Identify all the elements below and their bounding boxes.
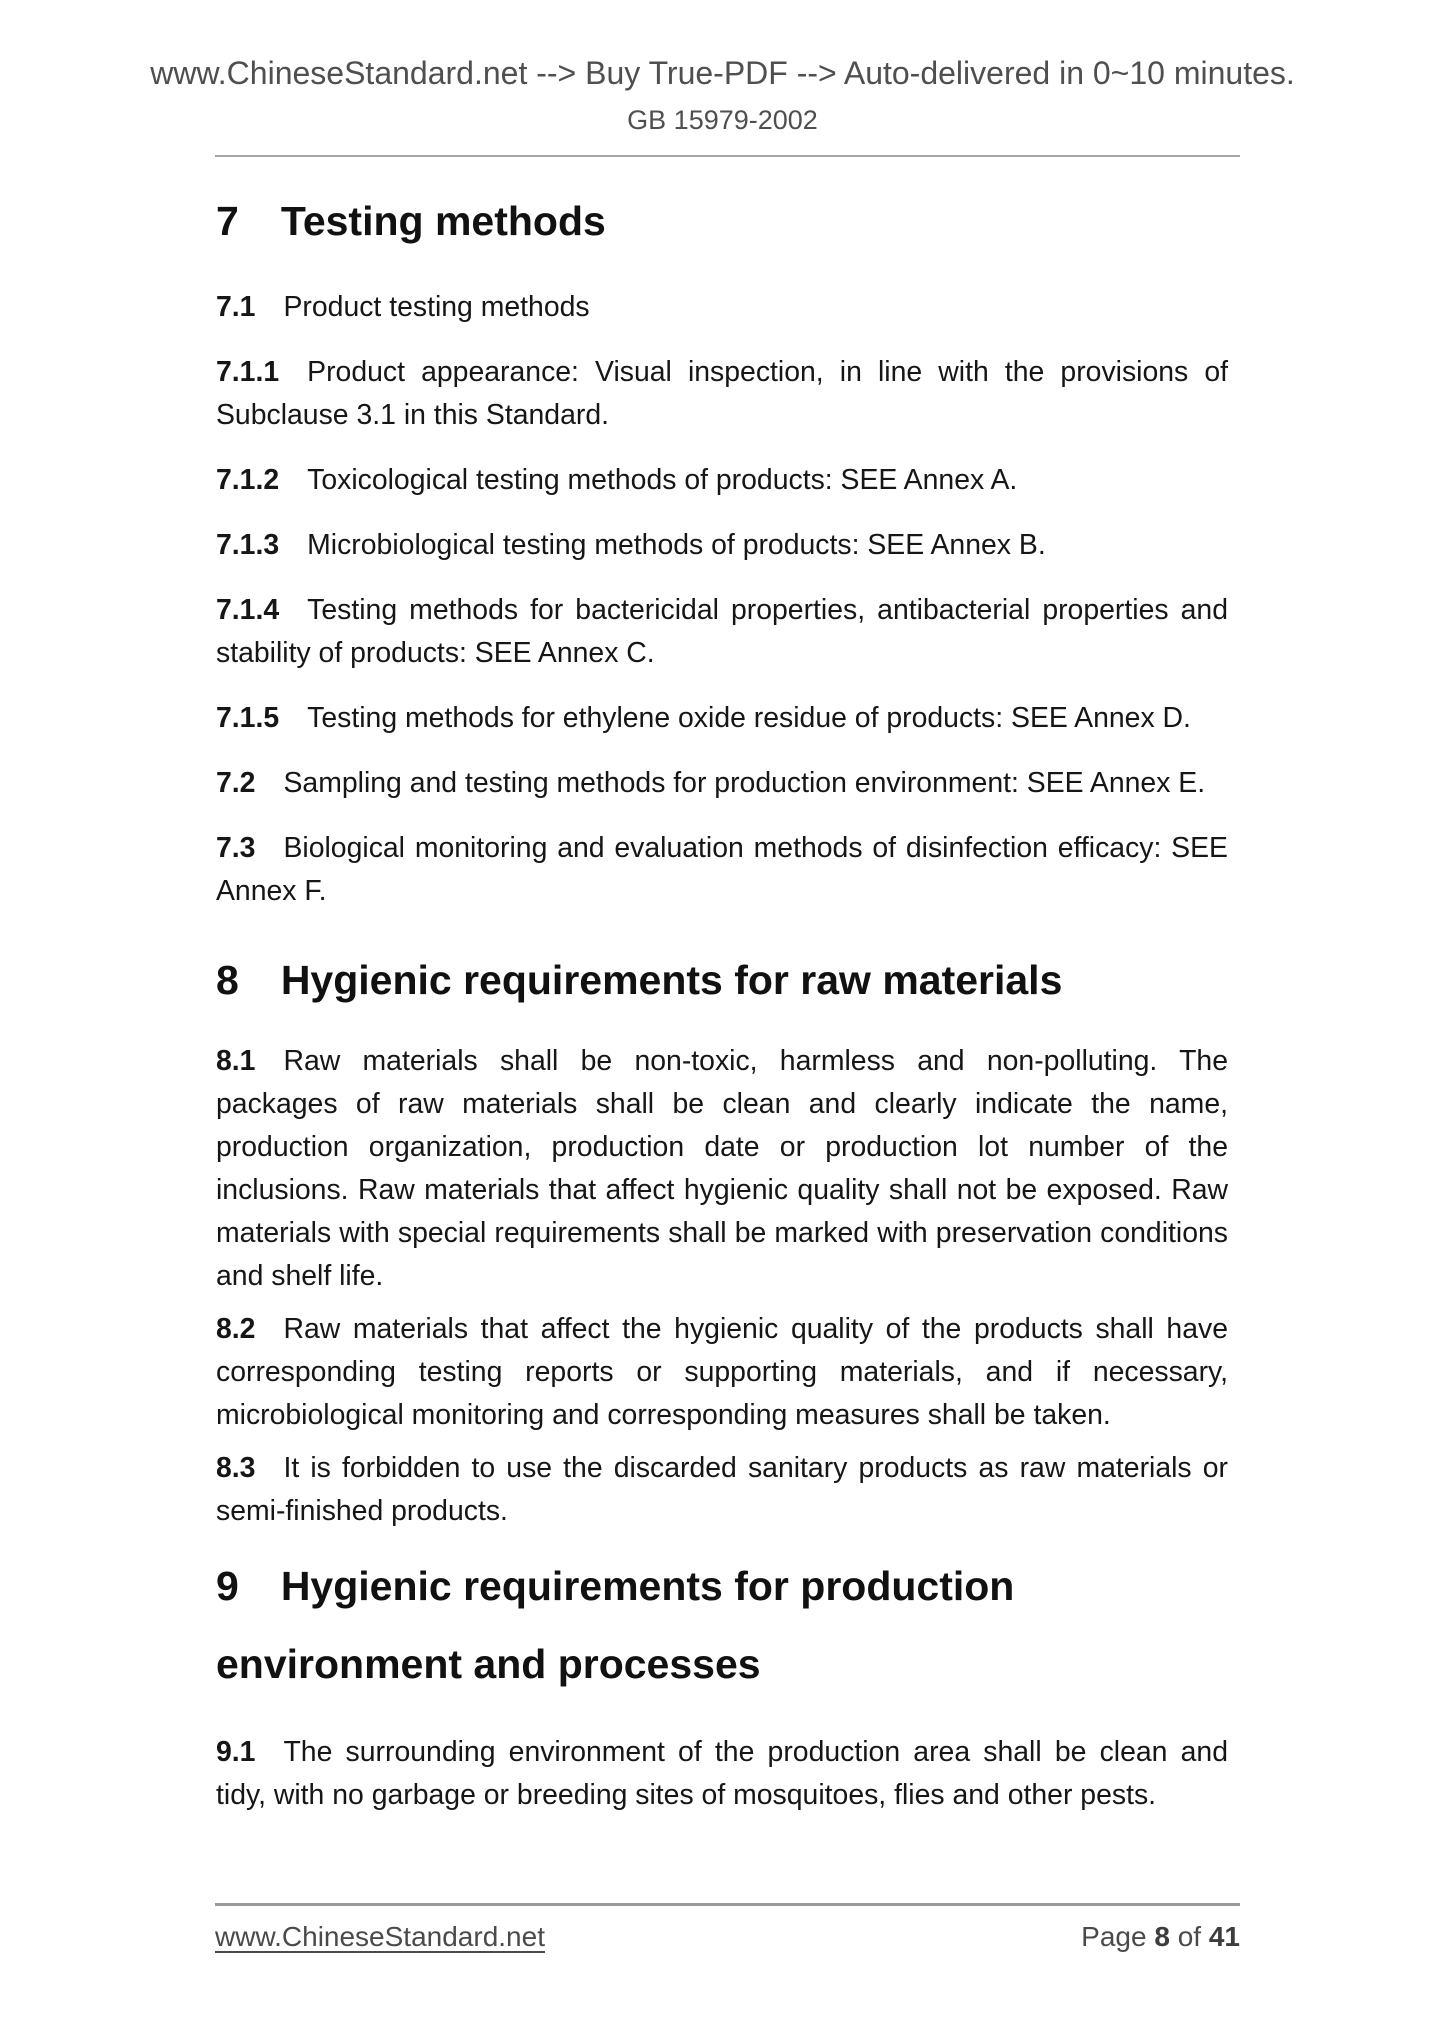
clause-text: Toxicological testing methods of products: SEE Annex A. — [307, 464, 1018, 496]
clause-number: 7.1 — [216, 291, 256, 323]
clause-7-1-2 — [216, 459, 1228, 502]
section-title: Hygienic requirements for production environment and processes — [216, 1563, 1015, 1687]
section-title: Testing methods — [280, 198, 606, 244]
clause-number: 7.1.2 — [216, 464, 280, 496]
page-header — [0, 0, 1445, 137]
clause-7-2 — [216, 762, 1228, 805]
header-banner-text: www.ChineseStandard.net --> Buy True-PDF --> Auto-delivered in 0~10 minutes. — [150, 55, 1295, 91]
clause-text: Microbiological testing methods of products: SEE Annex B. — [307, 529, 1046, 561]
clause-8-1 — [216, 1040, 1228, 1298]
footer-site-link[interactable]: www.ChineseStandard.net — [215, 1921, 545, 1952]
clause-number: 8.3 — [216, 1452, 256, 1484]
clause-text: Testing methods for ethylene oxide residue of products: SEE Annex D. — [307, 702, 1191, 734]
page-total: 41 — [1208, 1921, 1240, 1952]
clause-text: Biological monitoring and evaluation methods of disinfection efficacy: SEE Annex F. — [216, 832, 1228, 907]
clause-text: The surrounding environment of the production area shall be clean and tidy, with no garbage or breeding sites of mosquitoes, flies and other pests. — [216, 1736, 1228, 1811]
clause-7-1-5 — [216, 697, 1228, 740]
clause-7-1-4 — [216, 589, 1228, 675]
clause-8-2 — [216, 1308, 1228, 1437]
document-body — [216, 157, 1228, 1817]
clause-number: 7.2 — [216, 767, 256, 799]
clause-number: 8.2 — [216, 1313, 256, 1345]
section-7-heading — [216, 182, 1228, 260]
clause-title: Product testing methods — [283, 291, 590, 323]
clause-number: 7.1.1 — [216, 356, 280, 388]
section-9-heading — [216, 1547, 1228, 1703]
clause-text: Testing methods for bactericidal properties, antibacterial properties and stability of products: SEE Annex C. — [216, 594, 1228, 669]
page-indicator — [1081, 1916, 1240, 1958]
section-number: 9 — [216, 1563, 239, 1609]
clause-7-3 — [216, 827, 1228, 913]
footer-divider — [215, 1903, 1240, 1906]
clause-number: 7.1.5 — [216, 702, 280, 734]
section-number: 8 — [216, 957, 239, 1003]
clause-number: 7.3 — [216, 832, 256, 864]
clause-number: 8.1 — [216, 1045, 256, 1077]
page-footer — [215, 1916, 1240, 1958]
page-label: Page — [1081, 1921, 1147, 1952]
section-8-heading — [216, 941, 1228, 1019]
clause-text: It is forbidden to use the discarded sanitary products as raw materials or semi-finished products. — [216, 1452, 1228, 1527]
clause-text: Raw materials that affect the hygienic quality of the products shall have corresponding testing reports or supporting materials, and if necessary, microbiological monitoring and corresponding measures shall be taken. — [216, 1313, 1228, 1431]
clause-7-1-3 — [216, 524, 1228, 567]
page-current: 8 — [1154, 1921, 1170, 1952]
clause-text: Raw materials shall be non-toxic, harmless and non-polluting. The packages of raw materials shall be clean and clearly indicate the name, production organization, production date or production lot number of the inclusions. Raw materials that affect hygienic quality shall not be exposed. Raw materials with special requirements shall be marked with preservation conditions and shelf life. — [216, 1045, 1228, 1292]
of-label: of — [1177, 1921, 1202, 1952]
clause-text: Product appearance: Visual inspection, in line with the provisions of Subclause 3.1 in this Standard. — [216, 356, 1228, 431]
clause-9-1 — [216, 1731, 1228, 1817]
clause-number: 7.1.4 — [216, 594, 280, 626]
clause-number: 9.1 — [216, 1736, 256, 1768]
clause-7-1-1 — [216, 351, 1228, 437]
section-title: Hygienic requirements for raw materials — [280, 957, 1063, 1003]
clause-8-3 — [216, 1447, 1228, 1533]
clause-7-1-heading — [216, 286, 1228, 329]
clause-text: Sampling and testing methods for production environment: SEE Annex E. — [283, 767, 1206, 799]
clause-number: 7.1.3 — [216, 529, 280, 561]
document-code: GB 15979-2002 — [627, 105, 818, 135]
section-number: 7 — [216, 198, 239, 244]
